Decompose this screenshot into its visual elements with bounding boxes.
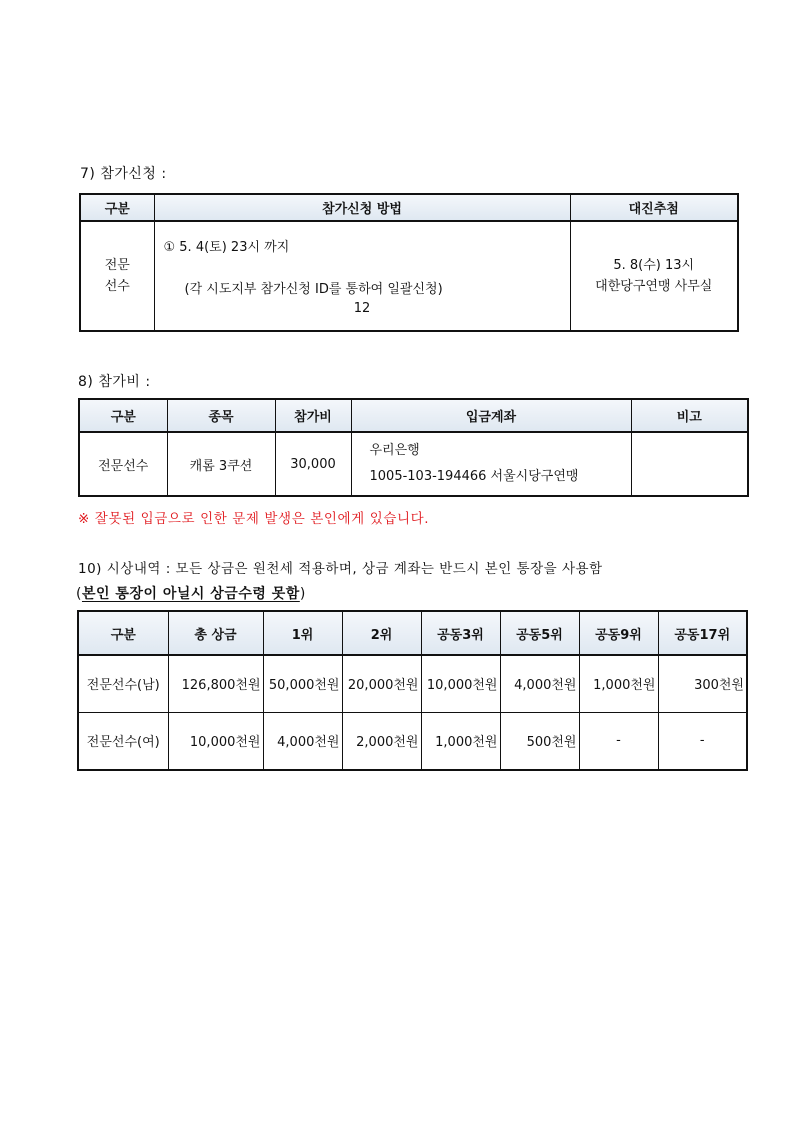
- prize-cell: 300천원: [658, 655, 747, 712]
- prize-cell: -: [579, 712, 658, 770]
- payment-warning: ※ 잘못된 입금으로 인한 문제 발생은 본인에게 있습니다.: [78, 511, 430, 527]
- column-header: 구분: [78, 611, 168, 655]
- table-row: [78, 655, 747, 712]
- column-header: 1위: [263, 611, 342, 655]
- remarks-cell: [631, 432, 748, 496]
- category-line: 전문: [104, 258, 130, 273]
- table-row: [79, 432, 748, 496]
- event-cell: 캐롬 3쿠션: [167, 432, 275, 496]
- column-header: 구분: [80, 194, 154, 221]
- prize-cell: 1,000천원: [421, 712, 500, 770]
- column-header: 입금계좌: [351, 399, 631, 432]
- prize-table: [77, 610, 748, 771]
- prize-cell: 4,000천원: [263, 712, 342, 770]
- column-header: 참가신청 방법: [154, 194, 570, 221]
- table-header-row: [78, 611, 747, 655]
- prize-cell: -: [658, 712, 747, 770]
- prize-cell: 10,000천원: [168, 712, 263, 770]
- column-header: 대진추첨: [570, 194, 738, 221]
- section7-heading: 7) 참가신청 :: [80, 166, 167, 182]
- prize-cell: 20,000천원: [342, 655, 421, 712]
- prize-cell: 50,000천원: [263, 655, 342, 712]
- prize-cell: 1,000천원: [579, 655, 658, 712]
- account-cell: [351, 432, 631, 496]
- bank-name: 우리은행: [369, 443, 420, 458]
- category-cell: 전문선수(여): [78, 712, 168, 770]
- column-header: 공동3위: [421, 611, 500, 655]
- section10-heading: 10) 시상내역 : 모든 상금은 원천세 적용하며, 상금 계좌는 반드시 본인 통장을 사용함: [78, 561, 603, 577]
- column-header: 참가비: [275, 399, 351, 432]
- fee-cell: 30,000: [275, 432, 351, 496]
- column-header: 공동17위: [658, 611, 747, 655]
- draw-datetime: 5. 8(수) 13시: [613, 258, 695, 273]
- draw-cell: [570, 221, 738, 331]
- column-header: 공동5위: [500, 611, 579, 655]
- account-number: 1005-103-194466 서울시당구연맹: [369, 469, 579, 484]
- column-header: 공동9위: [579, 611, 658, 655]
- category-cell: 전문선수: [79, 432, 167, 496]
- column-header: 비고: [631, 399, 748, 432]
- registration-table: [79, 193, 739, 332]
- column-header: 종목: [167, 399, 275, 432]
- table-row: [78, 712, 747, 770]
- fee-table: [78, 398, 749, 497]
- column-header: 2위: [342, 611, 421, 655]
- prize-cell: 500천원: [500, 712, 579, 770]
- prize-cell: 10,000천원: [421, 655, 500, 712]
- category-line: 선수: [104, 279, 130, 294]
- category-cell: 전문선수(남): [78, 655, 168, 712]
- notice-paren: (: [76, 586, 82, 602]
- draw-location: 대한당구연맹 사무실: [595, 279, 713, 294]
- category-cell: [80, 221, 154, 331]
- prize-cell: 2,000천원: [342, 712, 421, 770]
- table-header-row: [79, 399, 748, 432]
- notice-text: 본인 통장이 아닐시 상금수령 못함: [81, 586, 300, 602]
- section8-heading: 8) 참가비 :: [78, 374, 151, 390]
- prize-cell: 4,000천원: [500, 655, 579, 712]
- table-header-row: [80, 194, 738, 221]
- deadline-text: ① 5. 4(토) 23시 까지: [163, 240, 290, 255]
- method-note: (각 시도지부 참가신청 ID를 통하여 일괄신청): [184, 282, 443, 297]
- column-header: 구분: [79, 399, 167, 432]
- prize-account-notice: [76, 583, 306, 603]
- column-header: 총 상금: [168, 611, 263, 655]
- method-number: 12: [353, 301, 371, 316]
- method-cell: [154, 221, 570, 331]
- table-row: [80, 221, 738, 331]
- prize-cell: 126,800천원: [168, 655, 263, 712]
- notice-paren: ): [299, 586, 306, 602]
